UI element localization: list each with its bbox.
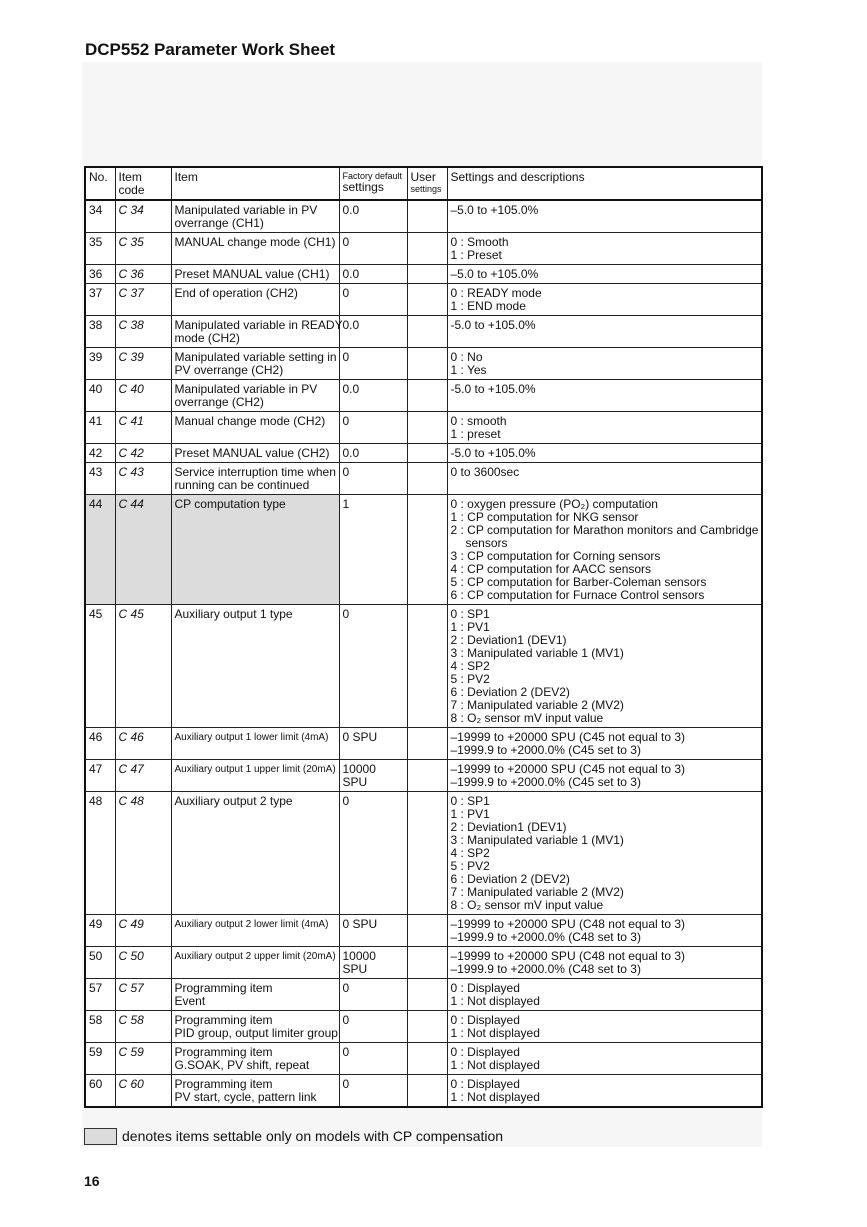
item-name xyxy=(171,1075,339,1108)
header-no: No. xyxy=(85,167,115,200)
row-number: 57 xyxy=(85,979,115,1011)
item-name xyxy=(171,1043,339,1075)
settings-line: sensors xyxy=(465,536,508,550)
factory-default: 0 xyxy=(339,463,407,495)
settings-line: –1999.9 to +2000.0% (C48 set to 3) xyxy=(450,930,641,944)
factory-default: 0 SPU xyxy=(339,915,407,947)
item-name xyxy=(171,1011,339,1043)
item-name xyxy=(171,233,339,265)
factory-default: 0.0 xyxy=(339,200,407,233)
settings-line: 6 : Deviation 2 (DEV2) xyxy=(450,685,570,699)
item-line: mode (CH2) xyxy=(174,331,240,345)
item-code: C 48 xyxy=(115,792,171,915)
settings-description xyxy=(447,1043,762,1075)
user-setting xyxy=(407,284,447,316)
item-line: Manipulated variable in PV xyxy=(174,382,318,396)
item-line: PID group, output limiter group xyxy=(174,1026,338,1040)
settings-line: –1999.9 to +2000.0% (C48 set to 3) xyxy=(450,962,641,976)
item-name xyxy=(171,463,339,495)
header-settings: Settings and descriptions xyxy=(447,167,762,200)
item-code: C 57 xyxy=(115,979,171,1011)
settings-line: 2 : Deviation1 (DEV1) xyxy=(450,633,567,647)
table-body xyxy=(85,200,762,1107)
table-row xyxy=(85,792,762,915)
settings-line: 0 : oxygen pressure (PO₂) computation xyxy=(450,497,658,511)
user-setting xyxy=(407,316,447,348)
item-line: G.SOAK, PV shift, repeat xyxy=(174,1058,310,1072)
item-line: overrange (CH1) xyxy=(174,216,264,230)
item-line: Auxiliary output 1 upper limit (20mA) xyxy=(174,764,336,775)
header-factory-line2: settings xyxy=(342,180,384,194)
item-name xyxy=(171,979,339,1011)
item-line: Programming item xyxy=(174,981,273,995)
row-number: 59 xyxy=(85,1043,115,1075)
settings-line: 4 : SP2 xyxy=(450,659,490,673)
item-line: Programming item xyxy=(174,1013,273,1027)
item-name xyxy=(171,316,343,348)
table-row xyxy=(85,915,762,947)
row-number: 60 xyxy=(85,1075,115,1108)
item-name xyxy=(171,348,339,380)
row-number: 36 xyxy=(85,265,115,284)
settings-line: 0 : Displayed xyxy=(450,1077,520,1091)
item-name xyxy=(171,728,339,760)
page-number: 16 xyxy=(84,1173,100,1189)
table-row xyxy=(85,265,762,284)
item-line: Manipulated variable in PV xyxy=(174,203,318,217)
table-row xyxy=(85,412,762,444)
item-line: MANUAL change mode (CH1) xyxy=(174,235,336,249)
header-item-code: Item code xyxy=(115,167,171,200)
settings-line: –19999 to +20000 SPU (C45 not equal to 3) xyxy=(450,730,686,744)
factory-default: 0 xyxy=(339,1011,407,1043)
factory-default: 0 xyxy=(339,284,407,316)
row-number: 48 xyxy=(85,792,115,915)
factory-default: 0.0 xyxy=(339,316,407,348)
factory-default: 0 xyxy=(339,233,407,265)
table-row xyxy=(85,1075,762,1108)
settings-line: 0 : No xyxy=(450,350,483,364)
item-line: Programming item xyxy=(174,1077,273,1091)
item-name xyxy=(171,947,339,979)
item-code: C 35 xyxy=(115,233,171,265)
user-setting xyxy=(407,728,447,760)
header-item: Item xyxy=(171,167,339,200)
item-line: Auxiliary output 2 upper limit (20mA) xyxy=(174,951,336,962)
user-setting xyxy=(407,444,447,463)
row-number: 44 xyxy=(85,495,115,605)
item-line: Auxiliary output 2 lower limit (4mA) xyxy=(174,919,329,930)
settings-line: 0 : Smooth xyxy=(450,235,509,249)
item-line: Preset MANUAL value (CH1) xyxy=(174,267,330,281)
settings-line: 1 : CP computation for NKG sensor xyxy=(450,510,639,524)
factory-default: 0 xyxy=(339,792,407,915)
settings-line: 7 : Manipulated variable 2 (MV2) xyxy=(450,698,624,712)
table-row xyxy=(85,284,762,316)
settings-line: 4 : SP2 xyxy=(450,846,490,860)
item-code: C 49 xyxy=(115,915,171,947)
item-code: C 40 xyxy=(115,380,171,412)
settings-line: 1 : Not displayed xyxy=(450,1058,540,1072)
settings-line: 0 : Displayed xyxy=(450,981,520,995)
item-name xyxy=(171,284,339,316)
item-name xyxy=(171,444,339,463)
settings-line: 0 : Displayed xyxy=(450,1013,520,1027)
settings-line: 1 : Not displayed xyxy=(450,994,540,1008)
settings-description xyxy=(447,200,762,233)
item-name xyxy=(171,792,339,915)
item-line: Auxiliary output 1 type xyxy=(174,607,293,621)
settings-line: 1 : Not displayed xyxy=(450,1026,540,1040)
settings-line: 3 : Manipulated variable 1 (MV1) xyxy=(450,646,624,660)
settings-line: –5.0 to +105.0% xyxy=(450,203,539,217)
factory-default: 1 xyxy=(339,495,407,605)
settings-line: 0 : READY mode xyxy=(450,286,542,300)
item-line: Preset MANUAL value (CH2) xyxy=(174,446,330,460)
table-row xyxy=(85,348,762,380)
settings-line: 3 : Manipulated variable 1 (MV1) xyxy=(450,833,624,847)
row-number: 46 xyxy=(85,728,115,760)
row-number: 42 xyxy=(85,444,115,463)
settings-description xyxy=(447,1075,762,1108)
settings-line: 2 : CP computation for Marathon monitors and Cambridge xyxy=(450,523,759,537)
table-row xyxy=(85,380,762,412)
user-setting xyxy=(407,495,447,605)
user-setting xyxy=(407,233,447,265)
settings-line: -5.0 to +105.0% xyxy=(450,446,536,460)
settings-line: –19999 to +20000 SPU (C45 not equal to 3) xyxy=(450,762,686,776)
user-setting xyxy=(407,200,447,233)
settings-line: –5.0 to +105.0% xyxy=(450,267,539,281)
factory-default: 0 xyxy=(339,605,407,728)
settings-line: 2 : Deviation1 (DEV1) xyxy=(450,820,567,834)
header-factory-default xyxy=(339,167,407,200)
table-row xyxy=(85,463,762,495)
settings-description xyxy=(447,380,762,412)
table-row xyxy=(85,495,762,605)
item-code: C 46 xyxy=(115,728,171,760)
settings-line: –1999.9 to +2000.0% (C45 set to 3) xyxy=(450,743,641,757)
item-line: Auxiliary output 1 lower limit (4mA) xyxy=(174,732,329,743)
factory-default: 0 SPU xyxy=(339,728,407,760)
row-number: 34 xyxy=(85,200,115,233)
settings-line: 8 : O₂ sensor mV input value xyxy=(450,898,604,912)
factory-default: 0.0 xyxy=(339,265,407,284)
row-number: 49 xyxy=(85,915,115,947)
settings-line: 0 : SP1 xyxy=(450,607,490,621)
settings-line: 6 : Deviation 2 (DEV2) xyxy=(450,872,570,886)
item-name xyxy=(171,380,339,412)
factory-default: 0 xyxy=(339,979,407,1011)
item-code: C 45 xyxy=(115,605,171,728)
user-setting xyxy=(407,1075,447,1108)
parameter-table xyxy=(84,166,763,1108)
user-setting xyxy=(407,265,447,284)
settings-description xyxy=(447,760,762,792)
header-user-settings xyxy=(407,167,447,200)
settings-line: 1 : Preset xyxy=(450,248,502,262)
user-setting xyxy=(407,380,447,412)
item-code: C 37 xyxy=(115,284,171,316)
item-code: C 44 xyxy=(115,495,171,605)
row-number: 35 xyxy=(85,233,115,265)
item-line: Manual change mode (CH2) xyxy=(174,414,326,428)
settings-description xyxy=(447,348,762,380)
settings-line: -5.0 to +105.0% xyxy=(450,318,536,332)
item-code: C 60 xyxy=(115,1075,171,1108)
table-row xyxy=(85,444,762,463)
settings-line: 5 : PV2 xyxy=(450,672,490,686)
item-code: C 47 xyxy=(115,760,171,792)
settings-description xyxy=(447,444,762,463)
user-setting xyxy=(407,979,447,1011)
table-row xyxy=(85,1043,762,1075)
row-number: 41 xyxy=(85,412,115,444)
settings-description xyxy=(447,233,762,265)
item-line: overrange (CH2) xyxy=(174,395,264,409)
item-code: C 43 xyxy=(115,463,171,495)
row-number: 38 xyxy=(85,316,115,348)
user-setting xyxy=(407,947,447,979)
legend-swatch xyxy=(84,1128,117,1145)
item-line: Event xyxy=(174,994,206,1008)
row-number: 37 xyxy=(85,284,115,316)
item-code: C 38 xyxy=(115,316,171,348)
item-line: Manipulated variable setting in xyxy=(174,350,337,364)
table-row xyxy=(85,233,762,265)
item-line: PV overrange (CH2) xyxy=(174,363,284,377)
settings-line: 0 : smooth xyxy=(450,414,507,428)
legend xyxy=(84,1127,503,1145)
settings-line: 1 : END mode xyxy=(450,299,526,313)
settings-line: 6 : CP computation for Furnace Control sensors xyxy=(450,588,705,602)
item-line: Service interruption time when xyxy=(174,465,336,479)
settings-line: –1999.9 to +2000.0% (C45 set to 3) xyxy=(450,775,641,789)
settings-line: 1 : preset xyxy=(450,427,501,441)
settings-description xyxy=(447,792,762,915)
user-setting xyxy=(407,1011,447,1043)
factory-default: 0 xyxy=(339,348,407,380)
item-code: C 59 xyxy=(115,1043,171,1075)
page-title: DCP552 Parameter Work Sheet xyxy=(85,40,336,59)
settings-line: 0 : SP1 xyxy=(450,794,490,808)
factory-default: 0.0 xyxy=(339,380,407,412)
user-setting xyxy=(407,412,447,444)
item-line: Programming item xyxy=(174,1045,273,1059)
settings-description xyxy=(447,605,762,728)
row-number: 40 xyxy=(85,380,115,412)
settings-description xyxy=(447,284,762,316)
settings-description xyxy=(447,947,762,979)
row-number: 43 xyxy=(85,463,115,495)
row-number: 39 xyxy=(85,348,115,380)
user-setting xyxy=(407,1043,447,1075)
header-row xyxy=(85,167,762,200)
item-code: C 58 xyxy=(115,1011,171,1043)
item-name xyxy=(171,915,339,947)
user-setting xyxy=(407,760,447,792)
item-line: Manipulated variable in READY xyxy=(174,318,343,332)
settings-line: –19999 to +20000 SPU (C48 not equal to 3) xyxy=(450,917,686,931)
item-name xyxy=(171,265,339,284)
settings-description xyxy=(447,979,762,1011)
settings-line: 4 : CP computation for AACC sensors xyxy=(450,562,652,576)
settings-line: 1 : PV1 xyxy=(450,807,490,821)
settings-line: 5 : PV2 xyxy=(450,859,490,873)
settings-description xyxy=(447,728,762,760)
table-row xyxy=(85,760,762,792)
table-row xyxy=(85,200,762,233)
item-line: PV start, cycle, pattern link xyxy=(174,1090,317,1104)
item-code: C 36 xyxy=(115,265,171,284)
settings-line: 1 : PV1 xyxy=(450,620,490,634)
settings-description xyxy=(447,915,762,947)
user-setting xyxy=(407,792,447,915)
settings-line: -5.0 to +105.0% xyxy=(450,382,536,396)
settings-line: 1 : Yes xyxy=(450,363,487,377)
settings-line: 5 : CP computation for Barber-Coleman sensors xyxy=(450,575,707,589)
settings-line: 7 : Manipulated variable 2 (MV2) xyxy=(450,885,624,899)
row-number: 50 xyxy=(85,947,115,979)
item-name xyxy=(171,412,339,444)
settings-description xyxy=(447,316,762,348)
item-name xyxy=(171,495,339,605)
table-row xyxy=(85,728,762,760)
table-row xyxy=(85,316,762,348)
row-number: 58 xyxy=(85,1011,115,1043)
factory-default: 0 xyxy=(339,1075,407,1108)
user-setting xyxy=(407,463,447,495)
header-user-line2: settings xyxy=(410,184,442,194)
user-setting xyxy=(407,915,447,947)
item-code: C 34 xyxy=(115,200,171,233)
row-number: 45 xyxy=(85,605,115,728)
settings-line: 0 to 3600sec xyxy=(450,465,520,479)
settings-line: 1 : Not displayed xyxy=(450,1090,540,1104)
item-name xyxy=(171,605,339,728)
user-setting xyxy=(407,348,447,380)
header-user-line1: User xyxy=(410,170,436,184)
settings-description xyxy=(447,463,762,495)
table-row xyxy=(85,947,762,979)
item-code: C 39 xyxy=(115,348,171,380)
settings-description xyxy=(447,495,762,605)
settings-line: 8 : O₂ sensor mV input value xyxy=(450,711,604,725)
item-code: C 50 xyxy=(115,947,171,979)
settings-line: 0 : Displayed xyxy=(450,1045,520,1059)
item-line: End of operation (CH2) xyxy=(174,286,298,300)
factory-default: 0.0 xyxy=(339,444,407,463)
item-code: C 42 xyxy=(115,444,171,463)
settings-line: 3 : CP computation for Corning sensors xyxy=(450,549,661,563)
table-row xyxy=(85,979,762,1011)
item-code: C 41 xyxy=(115,412,171,444)
item-line: running can be continued xyxy=(174,478,310,492)
item-line: CP computation type xyxy=(174,497,286,511)
settings-description xyxy=(447,1011,762,1043)
row-number: 47 xyxy=(85,760,115,792)
settings-description xyxy=(447,412,762,444)
factory-default: 10000 SPU xyxy=(339,760,407,792)
header-factory-line1: Factory default xyxy=(342,171,403,181)
item-line: Auxiliary output 2 type xyxy=(174,794,293,808)
table-row xyxy=(85,605,762,728)
table-row xyxy=(85,1011,762,1043)
factory-default: 0 xyxy=(339,1043,407,1075)
item-name xyxy=(171,760,339,792)
item-name xyxy=(171,200,339,233)
settings-line: –19999 to +20000 SPU (C48 not equal to 3) xyxy=(450,949,686,963)
user-setting xyxy=(407,605,447,728)
legend-text: denotes items settable only on models with CP compensation xyxy=(122,1128,504,1144)
factory-default: 0 xyxy=(339,412,407,444)
factory-default: 10000 SPU xyxy=(339,947,407,979)
settings-description xyxy=(447,265,762,284)
